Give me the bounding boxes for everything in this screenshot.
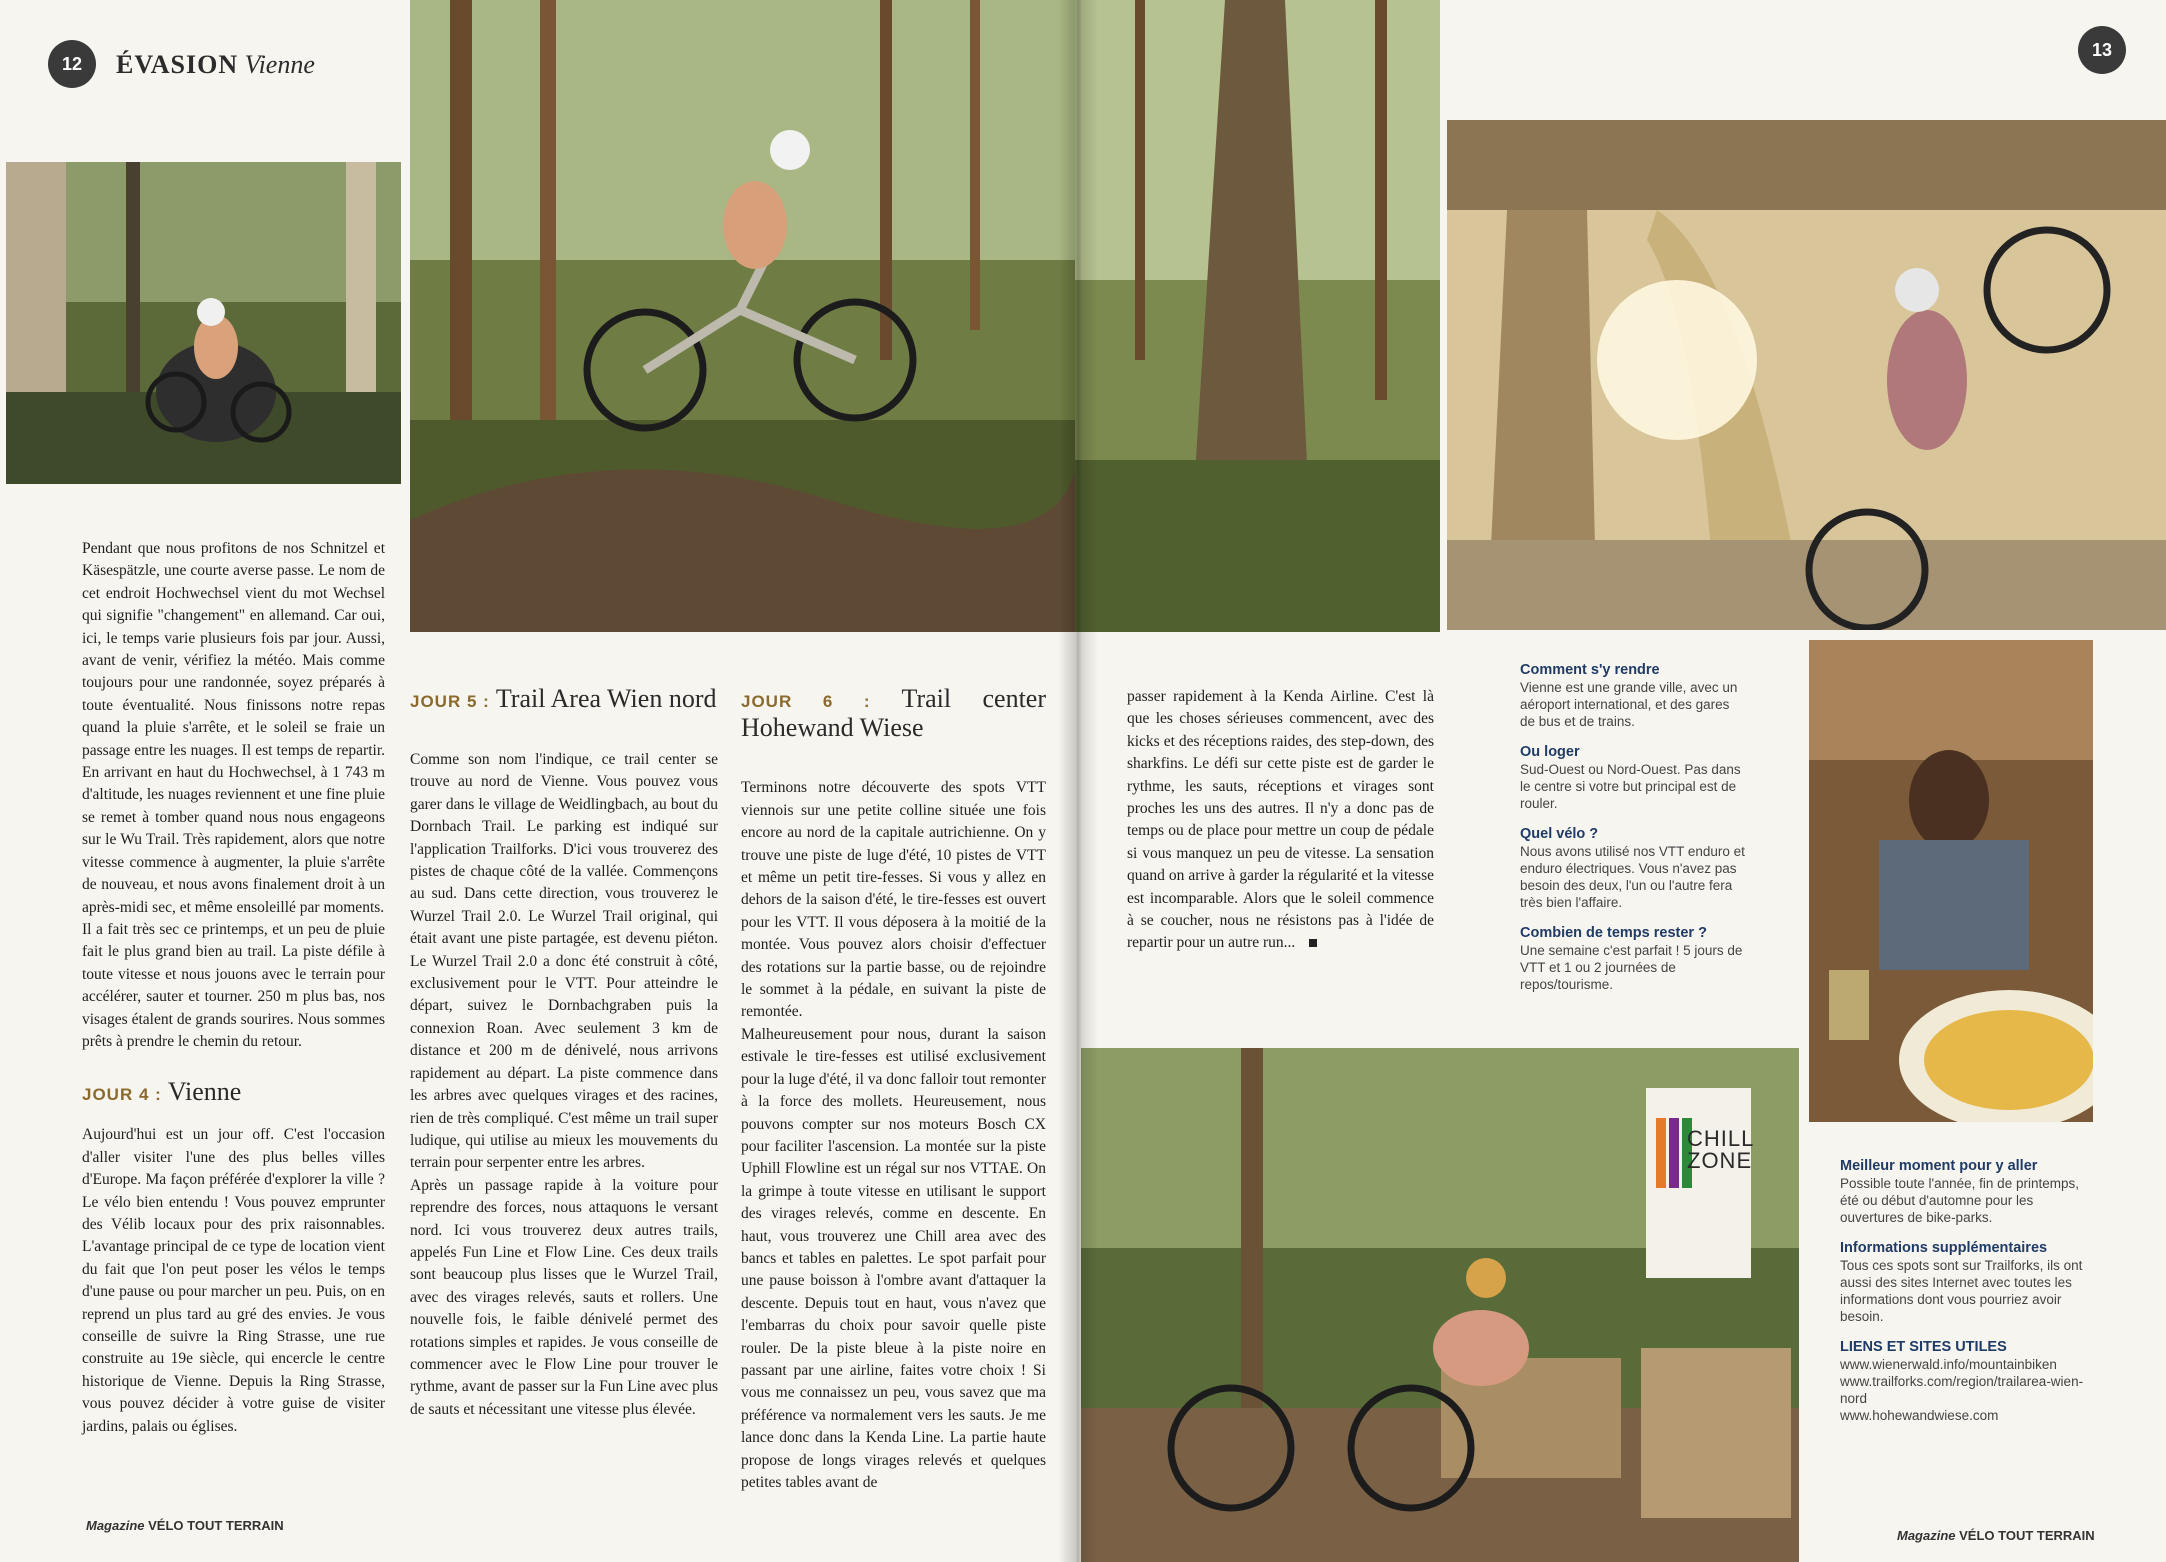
- jour6-label: JOUR 6 :: [741, 692, 871, 711]
- footer-magazine-title-right: VÉLO TOUT TERRAIN: [1959, 1528, 2095, 1543]
- left-page: [0, 0, 1075, 1562]
- jour4-heading: [82, 1079, 385, 1108]
- info-a-6: Tous ces spots sont sur Trailforks, ils ont aussi des sites Internet avec toutes les informations dont vous pourriez avoir besoin.: [1840, 1258, 2083, 1324]
- jour6-paragraph: Terminons notre découverte des spots VTT viennois sur une petite colline située une fois encore au nord de la capitale autrichienne. On y trouve une piste de luge d'été, 10 pistes de VTT et même un petit tire-fesses. Si vous y allez en dehors de la saison d'été, le tire-fesses est ouvert pour les VTT. Il vous déposera à la moitié de la montée. Vous pouvez alors choisir d'effectuer des rotations sur la partie basse, ou de rejoindre le sommet à la pédale, en suivant la piste de remontée.: [741, 779, 1046, 1021]
- jour4-paragraph: Aujourd'hui est un jour off. C'est l'occasion d'aller visiter l'une des plus belles villes d'Europe. Ma façon préférée d'explorer la ville ? Le vélo bien entendu ! Vous pouvez emprunter des Vélib locaux pour des prix raisonnables. L'avantage principal de ce type de location vient du fait que l'on peut poser les vélos le temps d'une pause ou pour marcher un peu. Puis, on en reprend un plus tard au gré des envies. Je vous conseille de suivre la Ring Strasse, une rue construite au 19e siècle, qui encercle le centre historique de Vienne. Depuis la Ring Strasse, vous pouvez décider à votre guise de visiter jardins, palais ou églises.: [82, 1126, 385, 1435]
- page-number-right: 13: [2078, 26, 2126, 74]
- text-column-4: [1127, 686, 1434, 955]
- jour6-title: Trail center Hohewand Wiese: [741, 684, 1047, 742]
- link-1[interactable]: www.wienerwald.info/mountainbiken: [1840, 1357, 2057, 1372]
- end-of-article-mark: [1309, 939, 1317, 947]
- photo-rider-forest-small: [6, 162, 401, 484]
- info-q-6: Informations supplémentaires: [1840, 1240, 2048, 1256]
- footer-magazine-label-right: Magazine: [1897, 1528, 1956, 1543]
- intro-paragraph-2: Il a fait très sec ce printemps, et un peu de pluie fait le plus grand bien au trail. La piste défile à toute vitesse et nous jouons avec le terrain pour accélérer, sauter et tourner. 250 m plus bas, nos visages étalent de grands sourires. Nous sommes prêts à prendre le chemin du retour.: [82, 920, 385, 1050]
- info-a-3: Nous avons utilisé nos VTT enduro et enduro électriques. Vous n'avez pas besoin des deux, l'un ou l'autre fera très bien l'affaire.: [1520, 844, 1745, 910]
- text-column-3: [741, 686, 1046, 1494]
- jour5-title: Trail Area Wien nord: [495, 684, 717, 713]
- info-a-4: Une semaine c'est parfait ! 5 jours de VTT et 1 ou 2 journées de repos/tourisme.: [1520, 943, 1743, 992]
- photo-rider-trail-right: [1075, 0, 1440, 632]
- footer-magazine-label: Magazine: [86, 1518, 145, 1533]
- info-box-bottom: [1840, 1158, 2090, 1424]
- section-place: Vienne: [244, 50, 315, 79]
- links-title: LIENS ET SITES UTILES: [1840, 1339, 2007, 1355]
- section-label: ÉVASION: [116, 50, 239, 79]
- footer-left: [86, 1518, 284, 1533]
- text-column-1: [82, 538, 385, 1438]
- section-heading: [116, 50, 315, 80]
- info-q-5: Meilleur moment pour y aller: [1840, 1158, 2038, 1174]
- info-a-5: Possible toute l'année, fin de printemps, été ou début d'automne pour les ouvertures de bike-parks.: [1840, 1176, 2079, 1225]
- photo-rider-restaurant: [1809, 640, 2093, 1122]
- text-column-2: [410, 686, 718, 1421]
- jour5-paragraph: Comme son nom l'indique, ce trail center se trouve au nord de Vienne. Vous pouvez vous garer dans le village de Weidlingbach, au bout du Dornbach Trail. Le parking est indiqué sur l'application Trailforks. D'ici vous trouverez des pistes de chaque côté de la vallée. Commençons au sud. Dans cette direction, vous trouverez le Wurzel Trail 2.0. Le Wurzel Trail original, qui était avant une piste partagée, est devenu piéton. Le Wurzel Trail 2.0 a donc été construit à côté, exclusivement pour le VTT. Pour atteindre le départ, suivez le Dornbachgraben puis la connexion Roan. Avec seulement 3 km de distance et 200 m de dénivelé, nous arrivons rapidement au départ. La piste commence dans les arbres avec quelques virages et des racines, rien de très compliqué. C'est même un trail super ludique, qui utilise au mieux les mouvements du terrain pour serpenter entre les arbres.: [410, 751, 718, 1172]
- jour4-title: Vienne: [167, 1077, 242, 1107]
- sign-line-2: ZONE: [1687, 1148, 1753, 1173]
- info-box-top: [1520, 662, 1745, 1007]
- chill-zone-sign: [1687, 1128, 1754, 1172]
- jour5-heading: [410, 686, 718, 715]
- photo-rider-trail-left: [410, 0, 1075, 632]
- jour5-paragraph-2: Après un passage rapide à la voiture pour reprendre des forces, nous attaquons le versant nord. Ici vous trouverez deux autres trails, appelés Fun Line et Flow Line. Ces deux trails sont beaucoup plus lisses que le Wurzel Trail, avec des virages relevés, sauts et rollers. Une nouvelle fois, le faible dénivelé permet des rotations simples et rapides. Je vous conseille de commencer avec le Flow Line pour trouver le rythme, avant de passer sur la Fun Line avec plus de sauts et nécessitant une vitesse plus élevée.: [410, 1176, 718, 1418]
- intro-paragraph: Pendant que nous profitons de nos Schnitzel et Käsespätzle, une courte averse passe. Le nom de cet endroit Hochwechsel vient du mot Wechsel qui signifie "changement" en allemand. Car oui, ici, le temps varie plusieurs fois par jour. Aussi, avant de venir, vérifiez la météo. Mais comme toujours pour une randonnée, soyez préparés à toute éventualité. Nous finissons notre repas quand la pluie s'arrête, et le soleil se fraie un passage entre les nuages. Il est temps de repartir. En arrivant en haut du Hochwechsel, à 1 743 m d'altitude, les nuages reviennent et une fine pluie se remet à tomber quand nous nous engageons sur le Wu Trail. Très rapidement, alors que notre vitesse commence à augmenter, la pluie s'arrête de nouveau, et nous avons finalement droit à un après-midi sec, et même ensoleillé par moments.: [82, 540, 385, 916]
- jour4-label: JOUR 4 :: [82, 1085, 162, 1105]
- info-a-1: Vienne est une grande ville, avec un aéroport international, et des gares de bus et de trains.: [1520, 680, 1738, 729]
- jour6-paragraph-2: Malheureusement pour nous, durant la saison estivale le tire-fesses est utilisé exclusivement pour la luge d'été, il va donc falloir tout remonter à la force des mollets. Heureusement, nous pouvons compter sur nos moteurs Bosch CX pour faciliter l'ascension. La montée sur la piste Uphill Flowline est un régal sur nos VTTAE. On la grimpe à toute vitesse en utilisant le support des virages relevés, comme en descente. En haut, vous trouverez une Chill area avec des bancs et tables en palettes. Le spot parfait pour une pause boisson à l'ombre avant d'attaquer la descente. Depuis tout en haut, vous n'avez que l'embarras du choix pour savoir quelle piste rouler. De la piste bleue à la piste noire en passant par une airline, faites votre choix ! Si vous me connaissez un peu, vous savez que ma préférence va normalement vers les sauts. Je me lance donc dans la Kenda Line. La partie haute propose de longs virages relevés et quelques petites tables avant de: [741, 1025, 1046, 1491]
- page-number-left: 12: [48, 40, 96, 88]
- info-q-2: Ou loger: [1520, 744, 1580, 760]
- info-a-2: Sud-Ouest ou Nord-Ouest. Pas dans le centre si votre but principal est de rouler.: [1520, 762, 1741, 811]
- jour5-label: JOUR 5 :: [410, 692, 490, 711]
- sign-line-1: CHILL: [1687, 1126, 1755, 1151]
- info-q-4: Combien de temps rester ?: [1520, 925, 1707, 941]
- link-2[interactable]: www.trailforks.com/region/trailarea-wien-nord: [1840, 1374, 2084, 1406]
- jour6-heading: [741, 686, 1046, 743]
- photo-rider-pavilion: [1447, 120, 2166, 630]
- info-q-3: Quel vélo ?: [1520, 826, 1599, 842]
- right-page: [1075, 0, 2166, 1562]
- footer-right: [1897, 1528, 2095, 1543]
- footer-magazine-title: VÉLO TOUT TERRAIN: [148, 1518, 284, 1533]
- continued-paragraph: passer rapidement à la Kenda Airline. C'est là que les choses sérieuses commencent, avec des kicks et des réceptions raides, des step-down, des sharkfins. Le défi sur cette piste est de garder le rythme, les sauts, réceptions et virages sont proches les uns des autres. Il n'y a donc pas de temps ou de place pour mettre un coup de pédale si vous manquez un peu de vitesse. La sensation quand on arrive à garder la régularité et la vitesse est incomparable. Alors que le soleil commence à se coucher, nous ne résistons pas à l'idée de repartir pour un autre run...: [1127, 688, 1434, 952]
- info-q-1: Comment s'y rendre: [1520, 662, 1660, 678]
- link-3[interactable]: www.hohewandwiese.com: [1840, 1408, 1999, 1423]
